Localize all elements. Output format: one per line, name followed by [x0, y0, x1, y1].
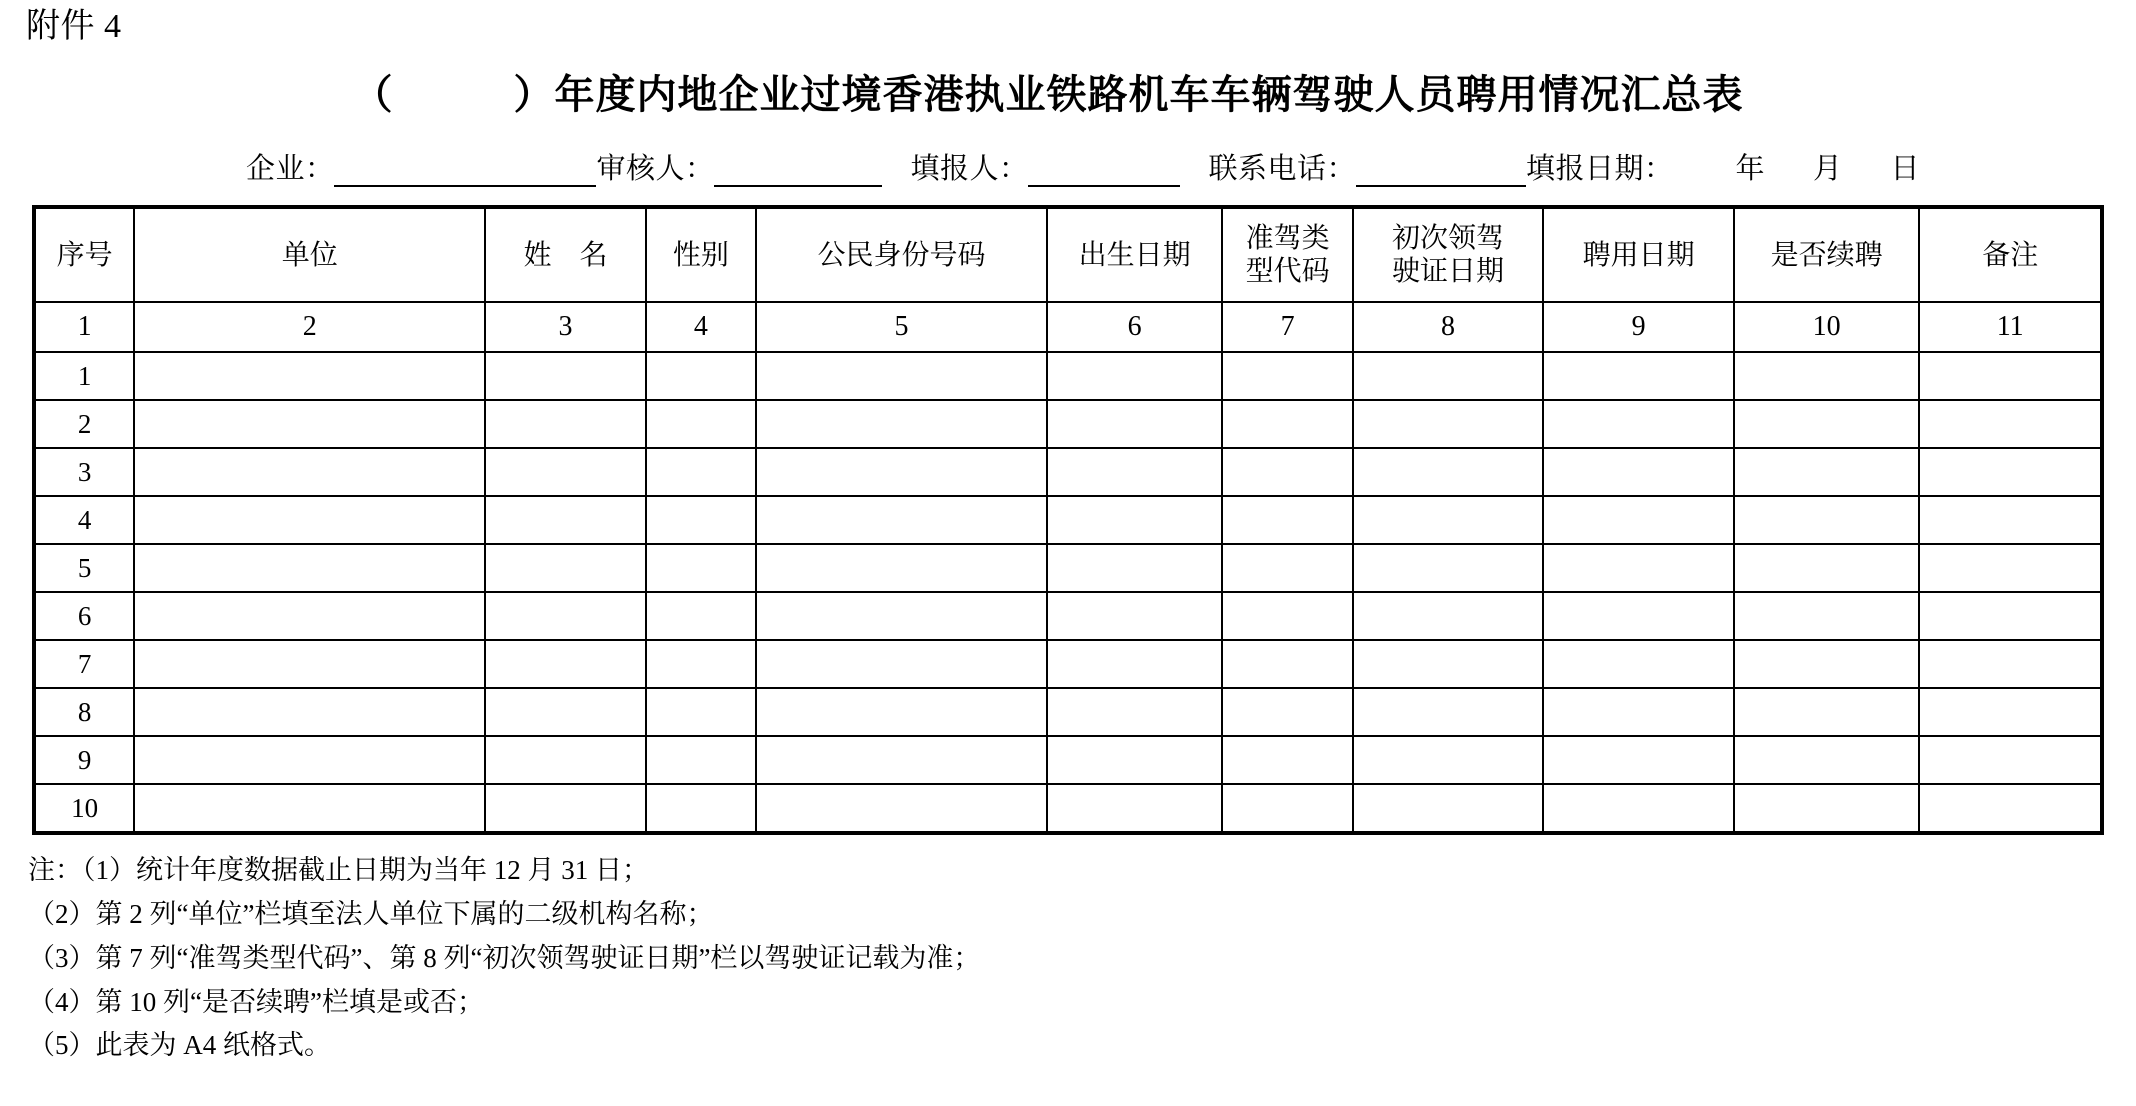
cell-license-type-code[interactable] — [1222, 640, 1352, 688]
cell-first-license-date[interactable] — [1353, 544, 1544, 592]
cell-id-number[interactable] — [756, 448, 1047, 496]
cell-name[interactable] — [485, 496, 645, 544]
header-renewal: 是否续聘 — [1734, 207, 1920, 302]
row-index: 10 — [34, 784, 134, 833]
cell-gender[interactable] — [646, 496, 756, 544]
cell-unit[interactable] — [134, 736, 485, 784]
column-number-11: 11 — [1919, 302, 2102, 352]
column-number-row — [34, 302, 2102, 352]
cell-unit[interactable] — [134, 640, 485, 688]
cell-remark[interactable] — [1919, 592, 2102, 640]
cell-first-license-date[interactable] — [1353, 640, 1544, 688]
header-unit: 单位 — [134, 207, 485, 302]
column-number-6: 6 — [1047, 302, 1223, 352]
cell-gender[interactable] — [646, 352, 756, 400]
cell-remark[interactable] — [1919, 688, 2102, 736]
reporter-field — [910, 146, 1180, 187]
cell-hire-date[interactable] — [1543, 640, 1734, 688]
cell-id-number[interactable] — [756, 640, 1047, 688]
cell-birth-date[interactable] — [1047, 496, 1223, 544]
column-number-1: 1 — [34, 302, 134, 352]
cell-renewal[interactable] — [1734, 352, 1920, 400]
cell-birth-date[interactable] — [1047, 784, 1223, 833]
table-row — [34, 496, 2102, 544]
table-row — [34, 640, 2102, 688]
cell-renewal[interactable] — [1734, 640, 1920, 688]
cell-name[interactable] — [485, 448, 645, 496]
cell-remark[interactable] — [1919, 352, 2102, 400]
cell-id-number[interactable] — [756, 592, 1047, 640]
cell-hire-date[interactable] — [1543, 448, 1734, 496]
reviewer-field — [596, 146, 882, 187]
row-index: 5 — [34, 544, 134, 592]
cell-license-type-code[interactable] — [1222, 736, 1352, 784]
row-index: 8 — [34, 688, 134, 736]
notes-section — [24, 849, 2112, 1068]
column-number-3: 3 — [485, 302, 645, 352]
table-header — [34, 207, 2102, 302]
cell-unit[interactable] — [134, 352, 485, 400]
note-item: （4）第 10 列“是否续聘”栏填是或否； — [28, 986, 484, 1017]
enterprise-label: 企业： — [245, 153, 335, 186]
cell-name[interactable] — [485, 592, 645, 640]
table-row — [34, 352, 2102, 400]
cell-name[interactable] — [485, 688, 645, 736]
enterprise-input[interactable] — [334, 159, 596, 187]
row-index: 2 — [34, 400, 134, 448]
cell-hire-date[interactable] — [1543, 352, 1734, 400]
header-gender: 性别 — [646, 207, 756, 302]
cell-id-number[interactable] — [756, 736, 1047, 784]
day-unit-label: 日 — [1890, 153, 1921, 186]
page-title — [24, 63, 2112, 120]
cell-license-type-code[interactable] — [1222, 448, 1352, 496]
cell-hire-date[interactable] — [1543, 544, 1734, 592]
header-license-type-code — [1222, 207, 1352, 302]
cell-remark[interactable] — [1919, 784, 2102, 833]
header-index: 序号 — [34, 207, 134, 302]
cell-id-number[interactable] — [756, 400, 1047, 448]
cell-renewal[interactable] — [1734, 688, 1920, 736]
cell-name[interactable] — [485, 736, 645, 784]
row-index: 7 — [34, 640, 134, 688]
cell-remark[interactable] — [1919, 400, 2102, 448]
cell-unit[interactable] — [134, 400, 485, 448]
cell-gender[interactable] — [646, 784, 756, 833]
cell-birth-date[interactable] — [1047, 640, 1223, 688]
employment-summary-table — [32, 205, 2104, 835]
cell-first-license-date[interactable] — [1353, 352, 1544, 400]
reviewer-input[interactable] — [714, 159, 882, 187]
header-first-license-date — [1353, 207, 1544, 302]
cell-gender[interactable] — [646, 400, 756, 448]
column-number-9: 9 — [1543, 302, 1734, 352]
cell-renewal[interactable] — [1734, 784, 1920, 833]
cell-renewal[interactable] — [1734, 496, 1920, 544]
cell-hire-date[interactable] — [1543, 688, 1734, 736]
cell-hire-date[interactable] — [1543, 592, 1734, 640]
title-paren-open: （ — [352, 72, 394, 118]
table-row — [34, 784, 2102, 833]
cell-gender[interactable] — [646, 592, 756, 640]
note-item: （2）第 2 列“单位”栏填至法人单位下属的二级机构名称； — [28, 899, 714, 930]
year-unit-label: 年 — [1735, 153, 1766, 186]
cell-first-license-date[interactable] — [1353, 496, 1544, 544]
row-index: 4 — [34, 496, 134, 544]
reporter-input[interactable] — [1028, 159, 1180, 187]
header-remark: 备注 — [1919, 207, 2102, 302]
cell-first-license-date[interactable] — [1353, 784, 1544, 833]
column-number-10: 10 — [1734, 302, 1920, 352]
cell-birth-date[interactable] — [1047, 544, 1223, 592]
cell-birth-date[interactable] — [1047, 400, 1223, 448]
meta-row — [24, 146, 2112, 187]
cell-license-type-code[interactable] — [1222, 352, 1352, 400]
table-row — [34, 688, 2102, 736]
report-date-label: 填报日期： — [1526, 153, 1674, 186]
column-number-5: 5 — [756, 302, 1047, 352]
cell-remark[interactable] — [1919, 544, 2102, 592]
note-item: 注：（1）统计年度数据截止日期为当年 12 月 31 日； — [28, 855, 649, 886]
row-index: 3 — [34, 448, 134, 496]
cell-first-license-date[interactable] — [1353, 592, 1544, 640]
row-index: 6 — [34, 592, 134, 640]
header-id-number: 公民身份号码 — [756, 207, 1047, 302]
header-first-license-date-line1: 初次领驾 — [1392, 223, 1505, 255]
cell-gender[interactable] — [646, 640, 756, 688]
phone-label: 联系电话： — [1208, 153, 1356, 186]
cell-first-license-date[interactable] — [1353, 688, 1544, 736]
cell-name[interactable] — [485, 400, 645, 448]
header-hire-date: 聘用日期 — [1543, 207, 1734, 302]
cell-remark[interactable] — [1919, 448, 2102, 496]
table-row — [34, 400, 2102, 448]
cell-renewal[interactable] — [1734, 592, 1920, 640]
cell-remark[interactable] — [1919, 496, 2102, 544]
cell-birth-date[interactable] — [1047, 592, 1223, 640]
cell-name[interactable] — [485, 784, 645, 833]
cell-name[interactable] — [485, 352, 645, 400]
cell-hire-date[interactable] — [1543, 736, 1734, 784]
reviewer-label: 审核人： — [596, 153, 715, 186]
header-license-type-code-line1: 准驾类 — [1245, 223, 1330, 255]
cell-license-type-code[interactable] — [1222, 544, 1352, 592]
row-index: 1 — [34, 352, 134, 400]
cell-license-type-code[interactable] — [1222, 496, 1352, 544]
phone-field — [1208, 146, 1526, 187]
cell-id-number[interactable] — [756, 784, 1047, 833]
cell-birth-date[interactable] — [1047, 736, 1223, 784]
table-row — [34, 736, 2102, 784]
cell-id-number[interactable] — [756, 544, 1047, 592]
note-item: （3）第 7 列“准驾类型代码”、第 8 列“初次领驾驶证日期”栏以驾驶证记载为准； — [28, 942, 981, 973]
cell-unit[interactable] — [134, 592, 485, 640]
phone-input[interactable] — [1356, 159, 1526, 187]
reporter-label: 填报人： — [910, 153, 1029, 186]
cell-unit[interactable] — [134, 784, 485, 833]
cell-birth-date[interactable] — [1047, 352, 1223, 400]
cell-unit[interactable] — [134, 448, 485, 496]
enterprise-field — [246, 146, 597, 187]
cell-remark[interactable] — [1919, 736, 2102, 784]
cell-birth-date[interactable] — [1047, 688, 1223, 736]
cell-hire-date[interactable] — [1543, 496, 1734, 544]
cell-id-number[interactable] — [756, 496, 1047, 544]
row-index: 9 — [34, 736, 134, 784]
cell-license-type-code[interactable] — [1222, 784, 1352, 833]
month-unit-label: 月 — [1813, 153, 1843, 186]
table-row — [34, 448, 2102, 496]
cell-renewal[interactable] — [1734, 544, 1920, 592]
report-date-field — [1526, 146, 1920, 187]
header-license-type-code-line2: 型代码 — [1245, 256, 1330, 288]
attachment-label: 附件 4 — [26, 8, 122, 45]
cell-renewal[interactable] — [1734, 400, 1920, 448]
cell-birth-date[interactable] — [1047, 448, 1223, 496]
cell-first-license-date[interactable] — [1353, 448, 1544, 496]
column-number-8: 8 — [1353, 302, 1544, 352]
cell-first-license-date[interactable] — [1353, 736, 1544, 784]
header-name: 姓 名 — [485, 207, 645, 302]
cell-renewal[interactable] — [1734, 736, 1920, 784]
title-text: ）年度内地企业过境香港执业铁路机车车辆驾驶人员聘用情况汇总表 — [513, 72, 1744, 118]
column-number-2: 2 — [134, 302, 485, 352]
cell-renewal[interactable] — [1734, 448, 1920, 496]
cell-gender[interactable] — [646, 736, 756, 784]
cell-license-type-code[interactable] — [1222, 400, 1352, 448]
column-number-4: 4 — [646, 302, 756, 352]
cell-id-number[interactable] — [756, 352, 1047, 400]
cell-id-number[interactable] — [756, 688, 1047, 736]
cell-license-type-code[interactable] — [1222, 592, 1352, 640]
table-header-row — [34, 207, 2102, 302]
column-number-7: 7 — [1222, 302, 1352, 352]
table-row — [34, 592, 2102, 640]
cell-gender[interactable] — [646, 544, 756, 592]
cell-unit[interactable] — [134, 544, 485, 592]
cell-remark[interactable] — [1919, 640, 2102, 688]
cell-unit[interactable] — [134, 496, 485, 544]
cell-first-license-date[interactable] — [1353, 400, 1544, 448]
cell-gender[interactable] — [646, 688, 756, 736]
header-birth-date: 出生日期 — [1047, 207, 1223, 302]
cell-license-type-code[interactable] — [1222, 688, 1352, 736]
cell-hire-date[interactable] — [1543, 784, 1734, 833]
note-item: （5）此表为 A4 纸格式。 — [28, 1030, 331, 1061]
table-body — [34, 302, 2102, 833]
cell-hire-date[interactable] — [1543, 400, 1734, 448]
cell-unit[interactable] — [134, 688, 485, 736]
cell-name[interactable] — [485, 544, 645, 592]
cell-name[interactable] — [485, 640, 645, 688]
cell-gender[interactable] — [646, 448, 756, 496]
header-first-license-date-line2: 驶证日期 — [1392, 256, 1505, 288]
table-row — [34, 544, 2102, 592]
